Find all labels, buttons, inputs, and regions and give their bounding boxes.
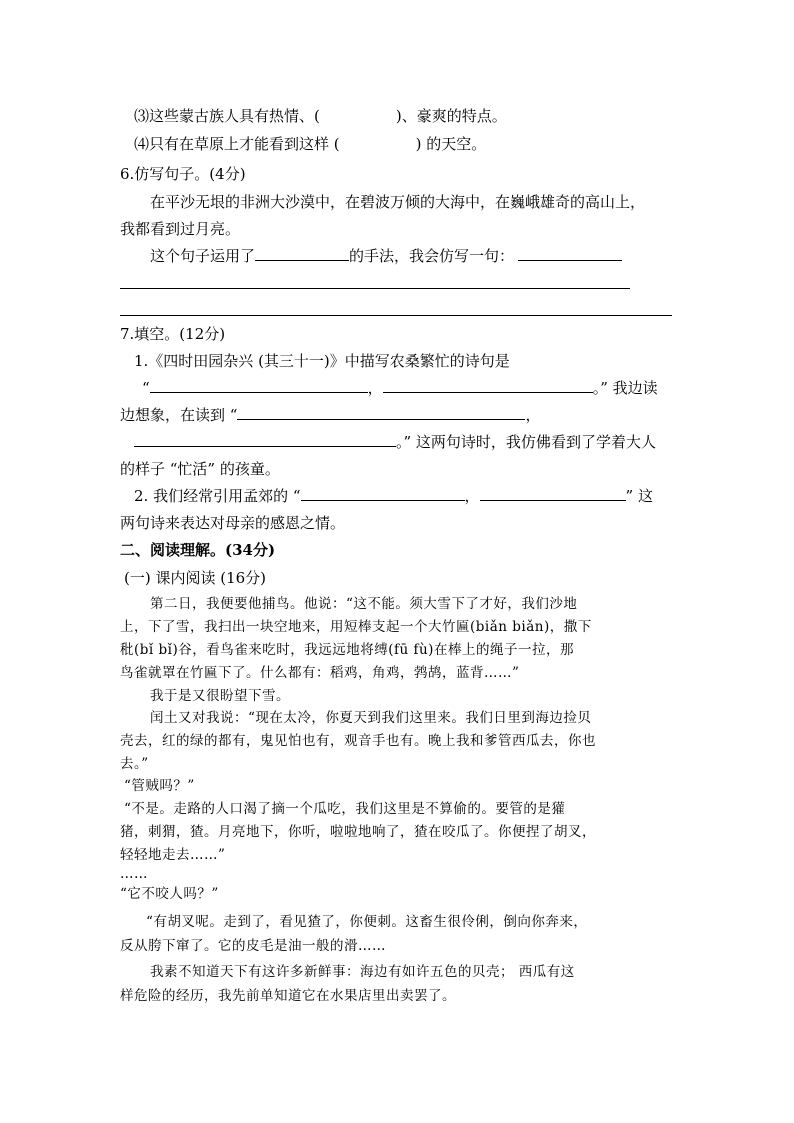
passage-p3-line3: 去。” xyxy=(120,756,149,772)
q5-item3-text-b: )、豪爽的特点。 xyxy=(395,107,507,125)
passage-p1-line1: 第二日，我便要他捕鸟。他说：“这不能。须大雪下了才好，我们沙地 xyxy=(150,596,578,612)
q6-prompt xyxy=(150,246,622,266)
q7-item2-text-a: 2. 我们经常引用孟郊的 “ xyxy=(134,487,301,505)
passage-p1-line3: 秕(bǐ bǐ)谷，看鸟雀来吃时，我远远地将缚(fū fù)在棒上的绳子一拉，那 xyxy=(120,642,574,658)
q6-prompt-text-a: 这个句子运用了 xyxy=(150,247,256,265)
q6-title: 6.仿写句子。(4分) xyxy=(120,165,246,183)
q5-item4-text-b: ) 的天空。 xyxy=(415,135,487,153)
q7-item1-quote-open: “ xyxy=(142,379,150,397)
q6-imitation-blank[interactable] xyxy=(518,246,622,261)
q5-item4-text-a: ⑷只有在草原上才能看到这样 ( xyxy=(134,135,340,153)
q7-mengjiao-line1-blank[interactable] xyxy=(301,486,465,501)
q7-item2-comma: ， xyxy=(464,487,480,505)
q5-item3 xyxy=(134,106,507,126)
passage-p3-line2: 壳去，红的绿的都有，鬼见怕也有，观音手也有。晚上我和爹管西瓜去，你也 xyxy=(120,733,596,749)
q7-poem-line4-blank[interactable] xyxy=(134,432,396,447)
q7-title: 7.填空。(12分) xyxy=(120,325,226,343)
passage-p5-line1: “不是。走路的人口渴了摘一个瓜吃，我们这里是不算偷的。要管的是獾 xyxy=(124,801,566,817)
q7-item2 xyxy=(134,486,653,506)
passage-p8-line2: 样危险的经历，我先前单知道它在水果店里出卖罢了。 xyxy=(120,988,456,1004)
q7-item1-cont xyxy=(120,405,540,425)
passage-p2: 我于是又很盼望下雪。 xyxy=(150,688,290,704)
q7-poem-line2-blank[interactable] xyxy=(383,378,593,393)
q7-item1-cont-3: 的样子 “忙活” 的孩童。 xyxy=(120,460,280,478)
passage-p4: “管贼吗？” xyxy=(124,778,195,794)
passage-p7-line1: “有胡叉呢。走到了，看见猹了，你便刺。这畜生很伶俐，倒向你奔来， xyxy=(146,914,588,930)
q7-item2-text-b: ” 这 xyxy=(625,487,653,505)
section2-title: 二、阅读理解。(34分) xyxy=(120,541,276,559)
q5-item3-text-a: ⑶这些蒙古族人具有热情、( xyxy=(134,107,320,125)
passage-p3-line1: 闰土又对我说：“现在太冷，你夏天到我们这里来。我们日里到海边捡贝 xyxy=(150,710,592,726)
passage-p7-line2: 反从胯下窜了。它的皮毛是油一般的滑…… xyxy=(120,938,386,954)
q7-item1-cont-2 xyxy=(134,432,656,452)
passage-p8-line1: 我素不知道天下有这许多新鲜事：海边有如许五色的贝壳； 西瓜有这 xyxy=(150,964,575,980)
q6-answer-line-1[interactable] xyxy=(120,288,630,289)
q7-item1-cont-comma: ， xyxy=(525,406,541,424)
passage-p1-line2: 上，下了雪，我扫出一块空地来，用短棒支起一个大竹匾(biǎn biǎn)，撒下 xyxy=(120,619,592,635)
q6-answer-line-2[interactable] xyxy=(120,315,672,316)
passage-p6: “它不咬人吗？” xyxy=(120,886,219,902)
section2-sub1: (一) 课内阅读 (16分) xyxy=(124,569,267,587)
q7-item1-prompt: 1.《四时田园杂兴 (其三十一)》中描写农桑繁忙的诗句是 xyxy=(134,352,510,370)
q6-sentence-line-1: 在平沙无垠的非洲大沙漠中，在碧波万倾的大海中，在巍峨雄奇的高山上， xyxy=(150,193,646,211)
q7-item1-cont-a: 边想象，在读到 “ xyxy=(120,406,238,424)
q6-technique-blank[interactable] xyxy=(255,246,349,261)
q7-item1-end: 。” 我边读 xyxy=(592,379,658,397)
q5-item4 xyxy=(134,134,486,154)
q7-mengjiao-line2-blank[interactable] xyxy=(480,486,626,501)
passage-p5-line3: 轻轻地走去……” xyxy=(120,847,226,863)
q7-item1-comma: ， xyxy=(367,379,383,397)
q6-sentence-line-2: 我都看到过月亮。 xyxy=(120,220,241,238)
q7-poem-line1-blank[interactable] xyxy=(150,378,368,393)
passage-p5-line2: 猪，刺猬，猹。月亮地下，你听，啦啦地响了，猹在咬瓜了。你便捏了胡叉， xyxy=(120,824,596,840)
q7-item1-answer xyxy=(142,378,658,398)
q6-prompt-text-b: 的手法，我会仿写一句： xyxy=(349,247,515,265)
q7-item2-cont: 两句诗来表达对母亲的感恩之情。 xyxy=(120,514,346,532)
q7-poem-line3-blank[interactable] xyxy=(237,405,525,420)
q7-item1-cont-b: 。” 这两句诗时，我仿佛看到了学着大人 xyxy=(396,433,656,451)
passage-p1-line4: 鸟雀就罩在竹匾下了。什么都有：稻鸡，角鸡，鹁鸪，蓝背……” xyxy=(120,665,520,681)
passage-ellipsis: …… xyxy=(120,866,148,882)
